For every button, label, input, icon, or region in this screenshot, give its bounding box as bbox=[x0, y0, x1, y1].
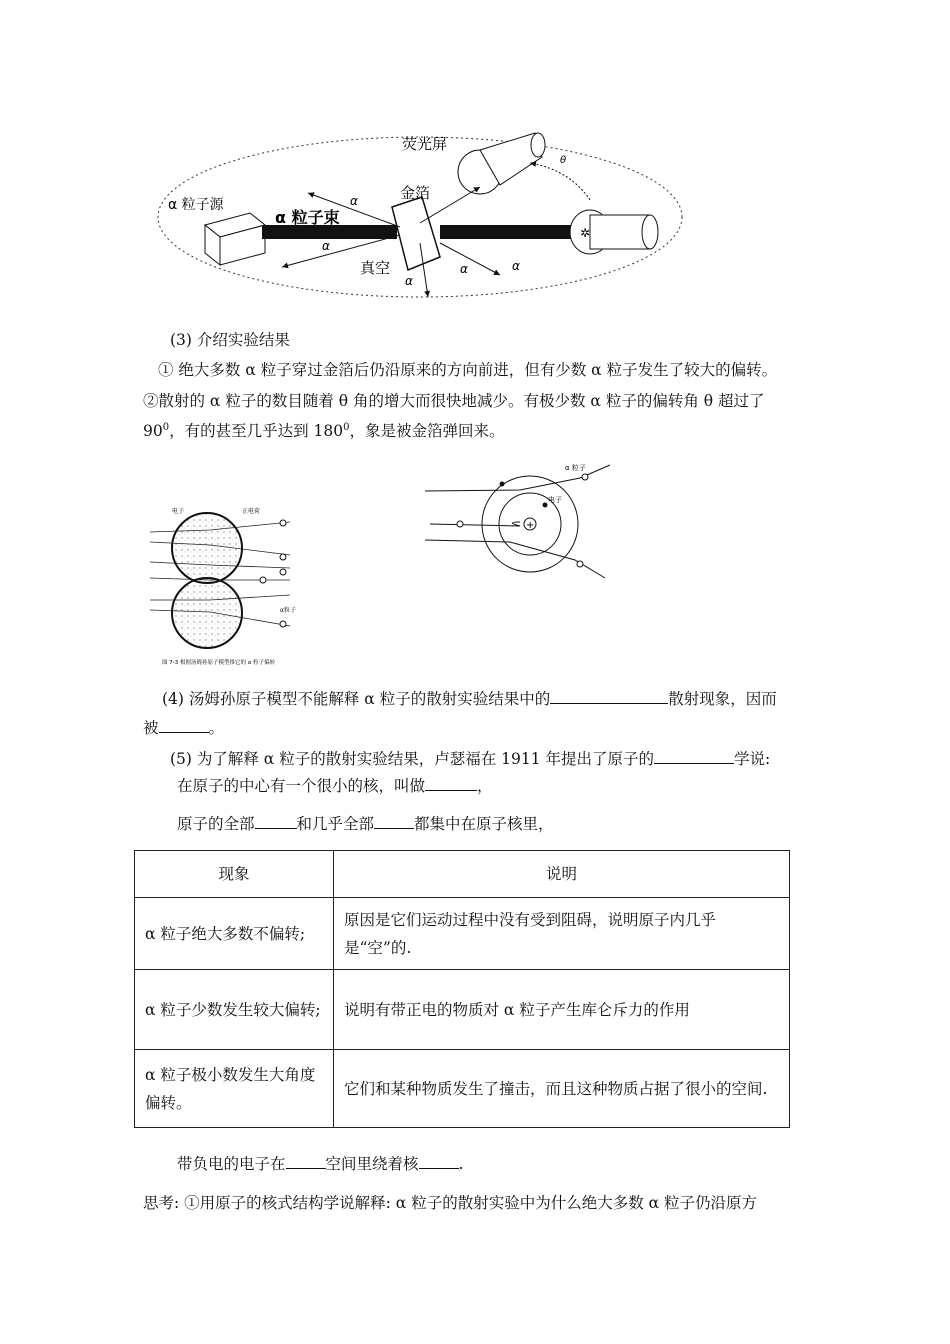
label-gold-foil: 金箔 bbox=[400, 184, 431, 202]
thomson-label-electron: 电子 bbox=[172, 508, 185, 515]
alpha-beam-transmitted bbox=[440, 225, 575, 239]
alpha-marker-3 bbox=[280, 569, 286, 575]
alpha-marker-4 bbox=[260, 577, 266, 583]
rutherford-alpha-3 bbox=[577, 561, 583, 567]
rutherford-label-electron: 电子 bbox=[548, 496, 562, 504]
table-cell-phenomenon: α 粒子绝大多数不偏转; bbox=[135, 898, 334, 970]
label-vacuum: 真空 bbox=[360, 259, 391, 277]
nucleus-plus: + bbox=[526, 520, 535, 531]
thomson-label-alpha: α粒子 bbox=[280, 607, 296, 614]
label-alpha-2: α bbox=[322, 239, 330, 253]
blank-5c[interactable] bbox=[255, 813, 297, 829]
alpha-source-box bbox=[205, 213, 265, 265]
table-cell-phenomenon: α 粒子少数发生较大偏转; bbox=[135, 970, 334, 1050]
label-alpha-1: α bbox=[350, 194, 358, 208]
table-row bbox=[135, 898, 790, 970]
label-theta: θ bbox=[560, 155, 567, 166]
thomson-model-figure bbox=[150, 500, 320, 670]
alpha-beam bbox=[262, 225, 397, 239]
label-alpha-4: α bbox=[460, 262, 468, 276]
table-cell-phenomenon: α 粒子极小数发生大角度偏转。 bbox=[135, 1050, 334, 1128]
svg-text:✲: ✲ bbox=[580, 226, 591, 240]
label-fluorescent-screen: 荧光屏 bbox=[402, 135, 448, 153]
gold-foil bbox=[392, 197, 440, 270]
detector-microscope-right bbox=[570, 210, 658, 254]
alpha-marker-2 bbox=[280, 554, 286, 560]
blank-5b[interactable] bbox=[425, 775, 477, 791]
observation-table bbox=[134, 850, 790, 1128]
table-header-row bbox=[135, 851, 790, 898]
label-alpha-3: α bbox=[405, 274, 413, 288]
section5-line2: 在原子的中心有一个很小的核，叫做 ， bbox=[177, 777, 493, 795]
blank-4a[interactable] bbox=[550, 688, 668, 704]
section3-result-1: ① 绝大多数 α 粒子穿过金箔后仍沿原来的方向前进，但有少数 α 粒子发生了较大的偏转。 bbox=[158, 361, 778, 379]
rutherford-model-figure bbox=[425, 460, 625, 590]
rutherford-apparatus-diagram bbox=[150, 125, 690, 315]
table-cell-explanation: 它们和某种物质发生了撞击，而且这种物质占据了很小的空间. bbox=[334, 1050, 790, 1128]
thomson-label-positive: 正电荷 bbox=[242, 508, 261, 515]
section3-result-3: $90^0$，有的甚至几乎达到 $180^0$，象是被金箔弹回来。 bbox=[143, 421, 505, 440]
section3-result-2: ②散射的 α 粒子的数目随着 θ 角的增大而很快地减少。有极少数 α 粒子的偏转角 θ 超过了 bbox=[143, 392, 765, 410]
thinking-question: 思考: ①用原子的核式结构学说解释: α 粒子的散射实验中为什么绝大多数 α 粒子仍沿原方 bbox=[143, 1194, 758, 1212]
label-alpha-beam: α 粒子束 bbox=[275, 208, 340, 227]
section5-line1: (5) 为了解释 α 粒子的散射实验结果，卢瑟福在 1911 年提出了原子的 学说: bbox=[170, 750, 771, 768]
header-explanation: 说明 bbox=[334, 851, 790, 898]
electron-2 bbox=[543, 503, 548, 508]
section4-line1: (4) 汤姆孙原子模型不能解释 α 粒子的散射实验结果中的 散射现象，因而 bbox=[162, 690, 777, 708]
blank-5a[interactable] bbox=[654, 748, 734, 764]
label-alpha-source: α 粒子源 bbox=[168, 197, 224, 213]
thomson-atom-lower bbox=[172, 578, 242, 648]
alpha-marker-5 bbox=[280, 621, 286, 627]
header-phenomenon: 现象 bbox=[135, 851, 334, 898]
electron-1 bbox=[500, 482, 505, 487]
rutherford-label-alpha: α 粒子 bbox=[565, 464, 586, 472]
blank-5d[interactable] bbox=[374, 813, 414, 829]
table-row bbox=[135, 1050, 790, 1128]
scatter-arrow-4 bbox=[440, 243, 500, 275]
label-alpha-5: α bbox=[512, 259, 520, 273]
rutherford-alpha-2 bbox=[457, 521, 463, 527]
table-row bbox=[135, 970, 790, 1050]
thomson-caption: 图 7-3 根据汤姆孙原子模型推它的 α 粒子偏转 bbox=[162, 660, 276, 666]
rotation-arrow bbox=[530, 163, 590, 200]
table-cell-explanation: 原因是它们运动过程中没有受到阻碍，说明原子内几乎是“空”的. bbox=[334, 898, 790, 970]
rutherford-alpha-1 bbox=[582, 474, 588, 480]
fluorescent-screen-detector bbox=[458, 133, 545, 194]
blank-6a[interactable] bbox=[286, 1153, 326, 1169]
table-cell-explanation: 说明有带正电的物质对 α 粒子产生库仑斥力的作用 bbox=[334, 970, 790, 1050]
blank-6b[interactable] bbox=[419, 1153, 459, 1169]
alpha-marker-1 bbox=[280, 520, 286, 526]
electron-statement: 带负电的电子在 空间里绕着核 . bbox=[177, 1155, 464, 1173]
section4-line2: 被 。 bbox=[143, 719, 225, 737]
section3-heading: (3) 介绍实验结果 bbox=[170, 331, 290, 349]
section5-line3: 原子的全部 和几乎全部 都集中在原子核里， bbox=[177, 815, 554, 833]
blank-4b[interactable] bbox=[159, 717, 209, 733]
